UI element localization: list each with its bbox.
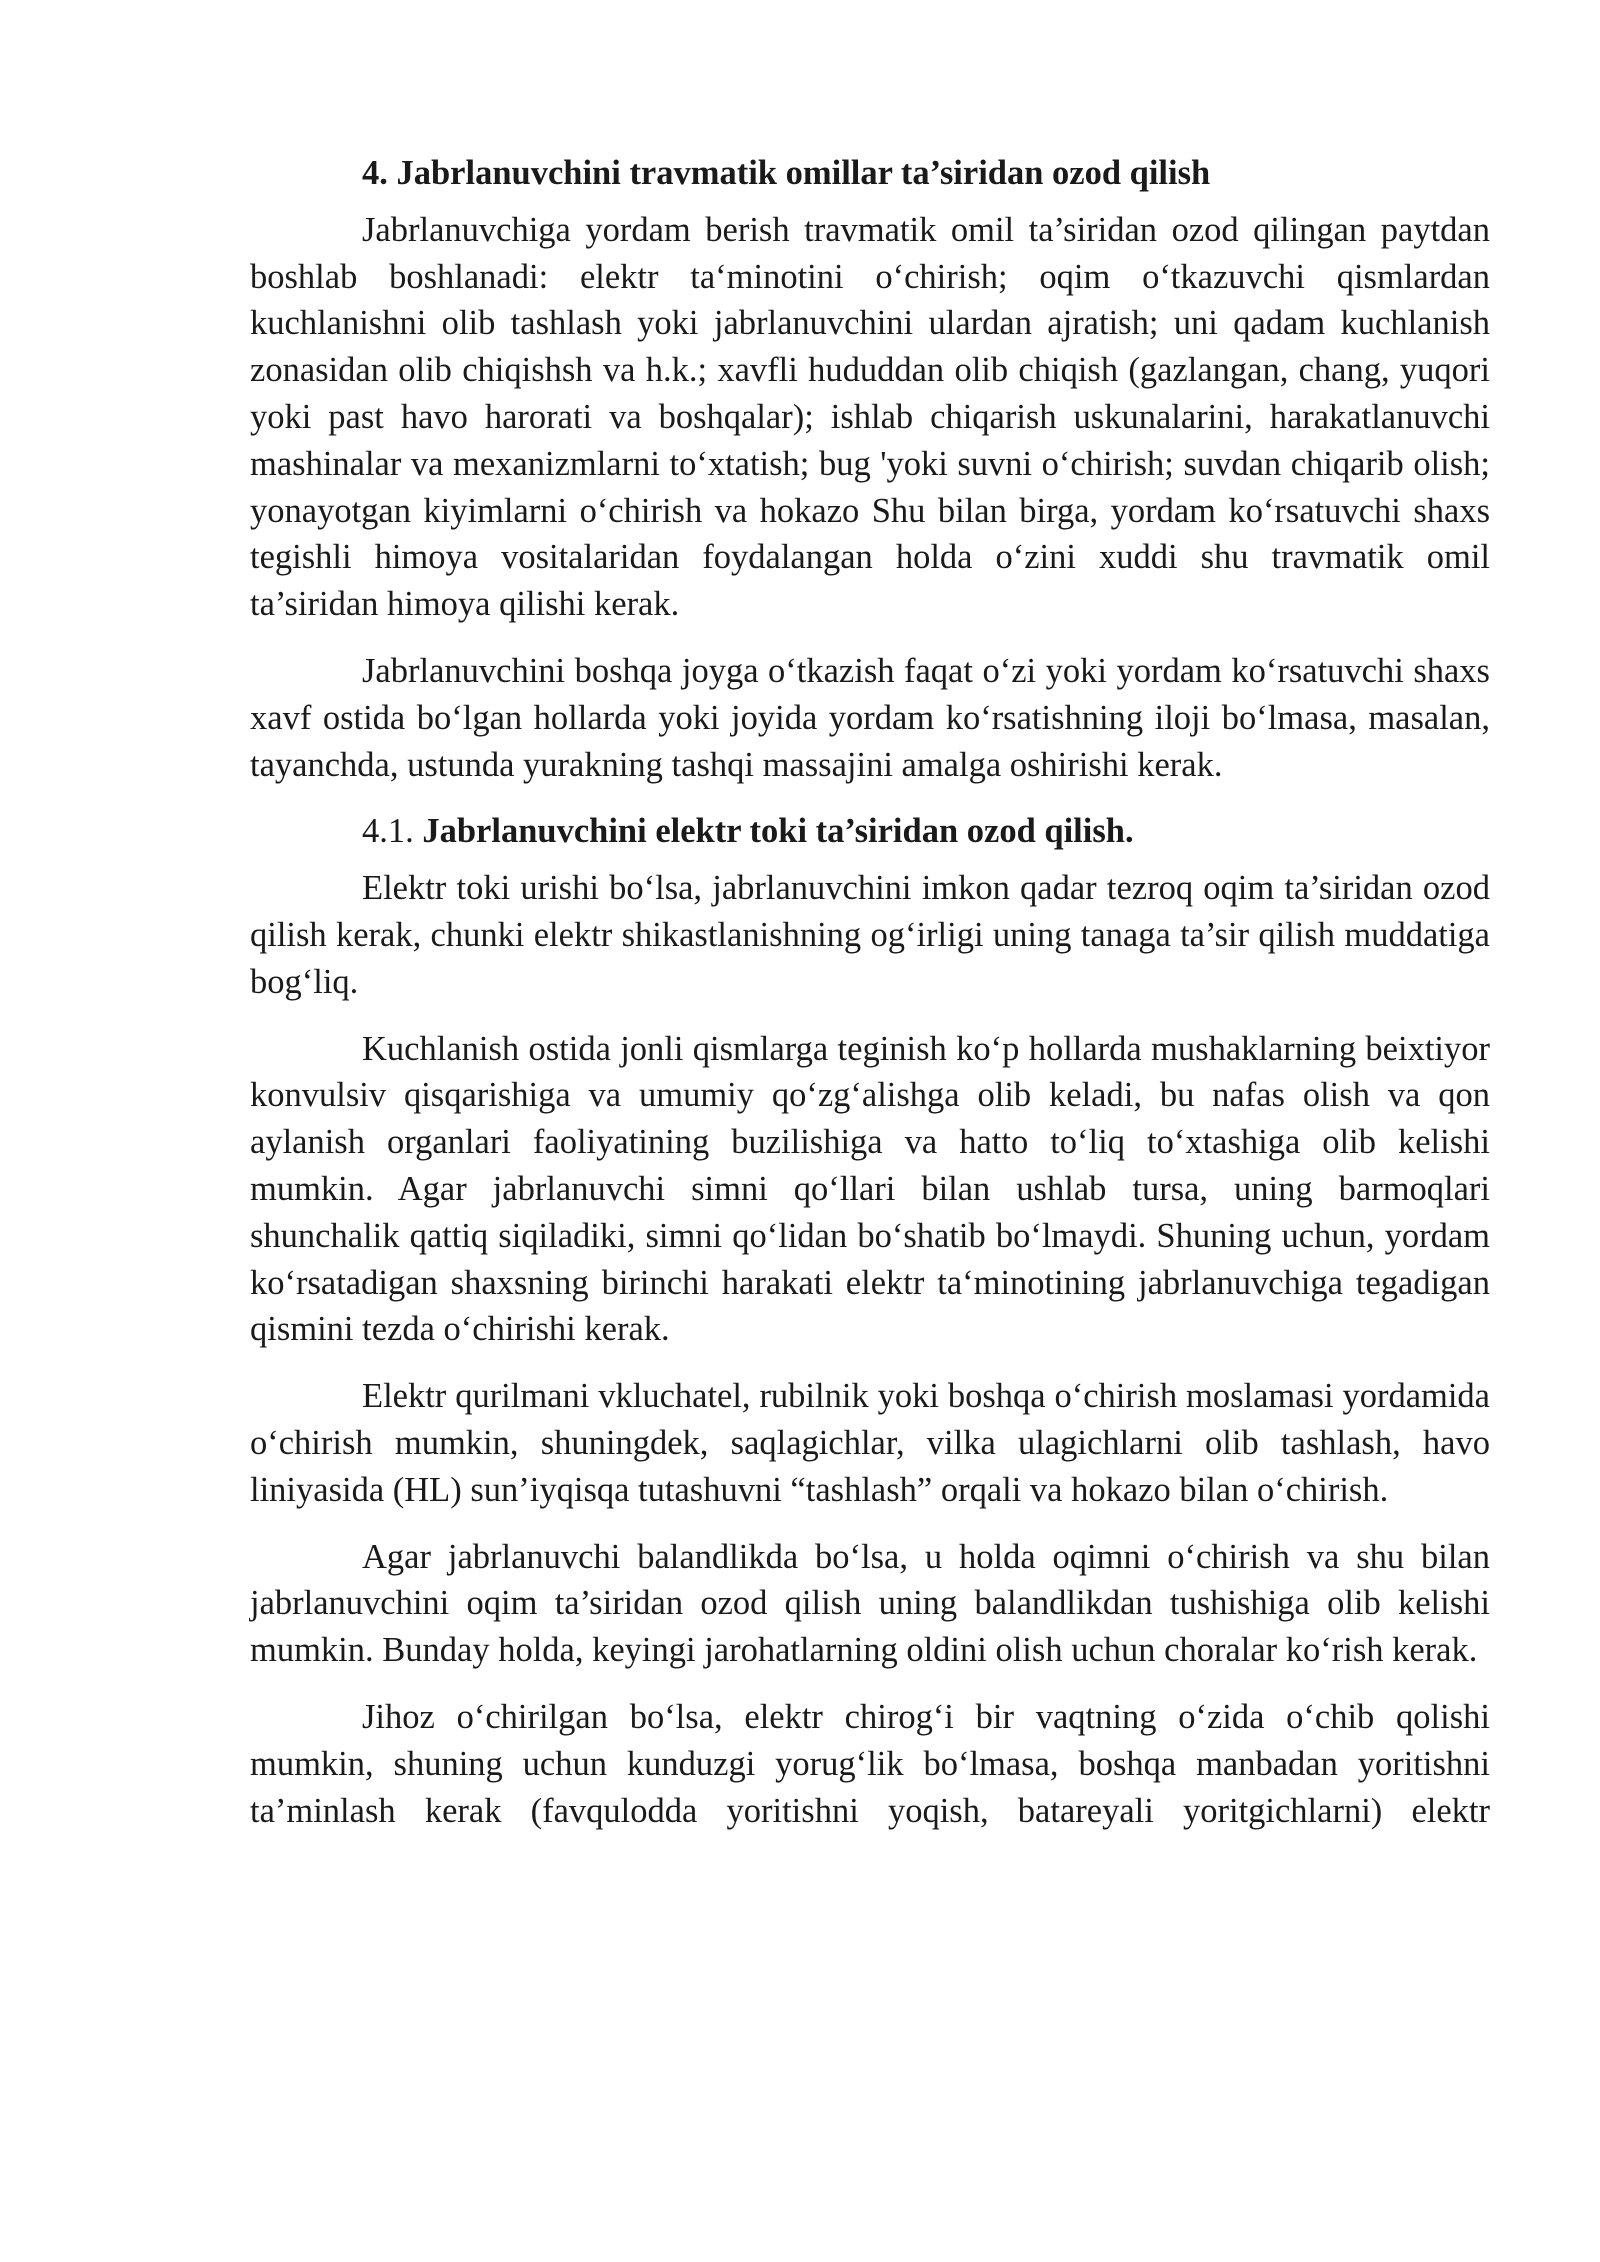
paragraph: Elektr toki urishi bo‘lsa, jabrlanuvchini imkon qadar tezroq oqim ta’siridan ozod qilish kerak, chunki elektr shikastlanishning og‘irligi uning tanaga ta’sir qilish muddatiga bog‘liq. xyxy=(250,869,1490,1001)
subsection-number: 4.1. xyxy=(362,812,414,851)
document-body xyxy=(250,150,1490,1834)
paragraph: Jabrlanuvchini boshqa joyga o‘tkazish faqat o‘zi yoki yordam ko‘rsatuvchi shaxs xavf ostida bo‘lgan hollarda yoki joyida yordam ko‘rsatishning iloji bo‘lmasa, masalan, tayanchda, ustunda yurakning tashqi massajini amalga oshirishi kerak. xyxy=(250,651,1490,784)
paragraph: Elektr qurilmani vkluchatel, rubilnik yoki boshqa o‘chirish moslamasi yordamida o‘chirish mumkin, shuningdek, saqlagichlar, vilka ulagichlarni olib tashlash, havo liniyasida (HL) sun’iyqisqa tutashuvni “tashlash” orqali va hokazo bilan o‘chirish. xyxy=(250,1377,1490,1509)
paragraph: Agar jabrlanuvchi balandlikda bo‘lsa, u holda oqimni o‘chirish va shu bilan jabrlanuvchini oqim ta’siridan ozod qilish uning balandlikdan tushishiga olib kelishi mumkin. Bunday holda, keyingi jarohatlarning oldini olish uchun choralar ko‘rish kerak. xyxy=(250,1537,1490,1670)
paragraph: Kuchlanish ostida jonli qismlarga teginish ko‘p hollarda mushaklarning beixtiyor konvulsiv qisqarishiga va umumiy qo‘zg‘alishga olib keladi, bu nafas olish va qon aylanish organlari faoliyatining buzilishiga va hatto to‘liq to‘xtashiga olib kelishi mumkin. Agar jabrlanuvchi simni qo‘llari bilan ushlab tursa, uning barmoqlari shunchalik qattiq siqiladiki, simni qo‘lidan bo‘shatib bo‘lmaydi. Shuning uchun, yordam ko‘rsatadigan shaxsning birinchi harakati elektr ta‘minotining jabrlanuvchiga tegadigan qismini tezda o‘chirishi kerak. xyxy=(250,1029,1490,1349)
section-heading: 4. Jabrlanuvchini travmatik omillar ta’siridan ozod qilish xyxy=(362,154,1211,192)
paragraph: Jabrlanuvchiga yordam berish travmatik omil ta’siridan ozod qilingan paytdan boshlab boshlanadi: elektr ta‘minotini o‘chirish; oqim o‘tkazuvchi qismlardan kuchlanishni olib tashlash yoki jabrlanuvchini ulardan ajratish; uni qadam kuchlanish zonasidan olib chiqishsh va h.k.; xavfli hududdan olib chiqish (gazlangan, chang, yuqori yoki past havo harorati va boshqalar); ishlab chiqarish uskunalarini, harakatlanuvchi mashinalar va mexanizmlarni to‘xtatish; bug 'yoki suvni o‘chirish; suvdan chiqarib olish; yonayotgan kiyimlarni o‘chirish va hokazo Shu bilan birga, yordam ko‘rsatuvchi shaxs tegishli himoya vositalaridan foydalangan holda o‘zini xuddi shu travmatik omil ta’siridan himoya qilishi kerak. xyxy=(250,210,1490,624)
paragraph-continued: Jihoz o‘chirilgan bo‘lsa, elektr chirog‘i bir vaqtning o‘zida o‘chib qolishi mumkin, shuning uchun kunduzgi yorug‘lik bo‘lmasa, boshqa manbadan yoritishni ta’minlash kerak (favqulodda yoritishni yoqish, batareyali yoritgichlarni) elektr xyxy=(250,1697,1490,1830)
subsection-title: Jabrlanuvchini elektr toki ta’siridan ozod qilish. xyxy=(422,812,1134,851)
subsection-heading xyxy=(250,808,1490,855)
